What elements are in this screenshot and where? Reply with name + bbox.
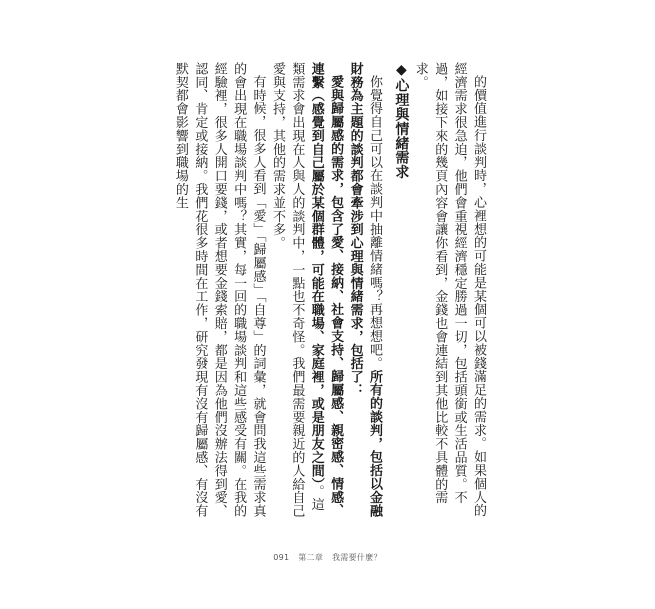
page-number: 091 [273,553,290,562]
paragraph-love-belonging [268,62,346,520]
love-belonging-bold: 愛與歸屬感的需求，包含了愛、接納、社會支持、歸屬感、親密感、情感、連繫（感覺到自己屬於某個群體，可能在職場、家庭裡，或是朋友之間） [308,62,344,518]
section-title: ◆心理與情緒需求 [393,62,410,180]
chapter-title: 我需要什麼？ [331,553,382,562]
intro-bold-statement: 所有的談判，包括以金融財務為主題的談判都會牽涉到心理與情緒需求，包括了： [347,62,382,518]
paragraph-workplace: 有時候，很多人看到「愛」「歸屬感」「自尊」的詞彙，就會問我這些需求真的會出現在職場談判中嗎？其實，每一回的職場談判和這些感受有關。在我的經驗裡，很多人開口要錢，或者想要金錢索賠，都是因為他們沒辦法得到愛、認同、肯定或接納。我們花很多時間在工作，研究發現有沒有歸屬感、有沒有默契都會影響到職場的生 [172,62,266,518]
vertical-text-block [168,62,488,520]
love-belonging-rest: 。這類需求會出現在人與人的談判中，一點也不奇怪。我們最需要親近的人給自己愛與支持，其他的需求並不多。 [269,62,324,518]
intro-question: 你覺得自己可以在談判中抽離情緒嗎？再想想吧。 [366,75,382,370]
paragraph-money-value: 的價值進行談判時，心裡想的可能是某個可以被錢滿足的需求。如果個人的經濟需求很急迫，他們會重視經濟穩定勝過一切，包括頭銜或生活品質。不過，如接下來的幾頁內容會讓你看到，金錢也會連結到其他比較不具體的需求。 [412,62,486,518]
page-footer [0,552,655,563]
paragraph-intro [345,62,384,520]
chapter-label: 第二章 [298,553,324,562]
